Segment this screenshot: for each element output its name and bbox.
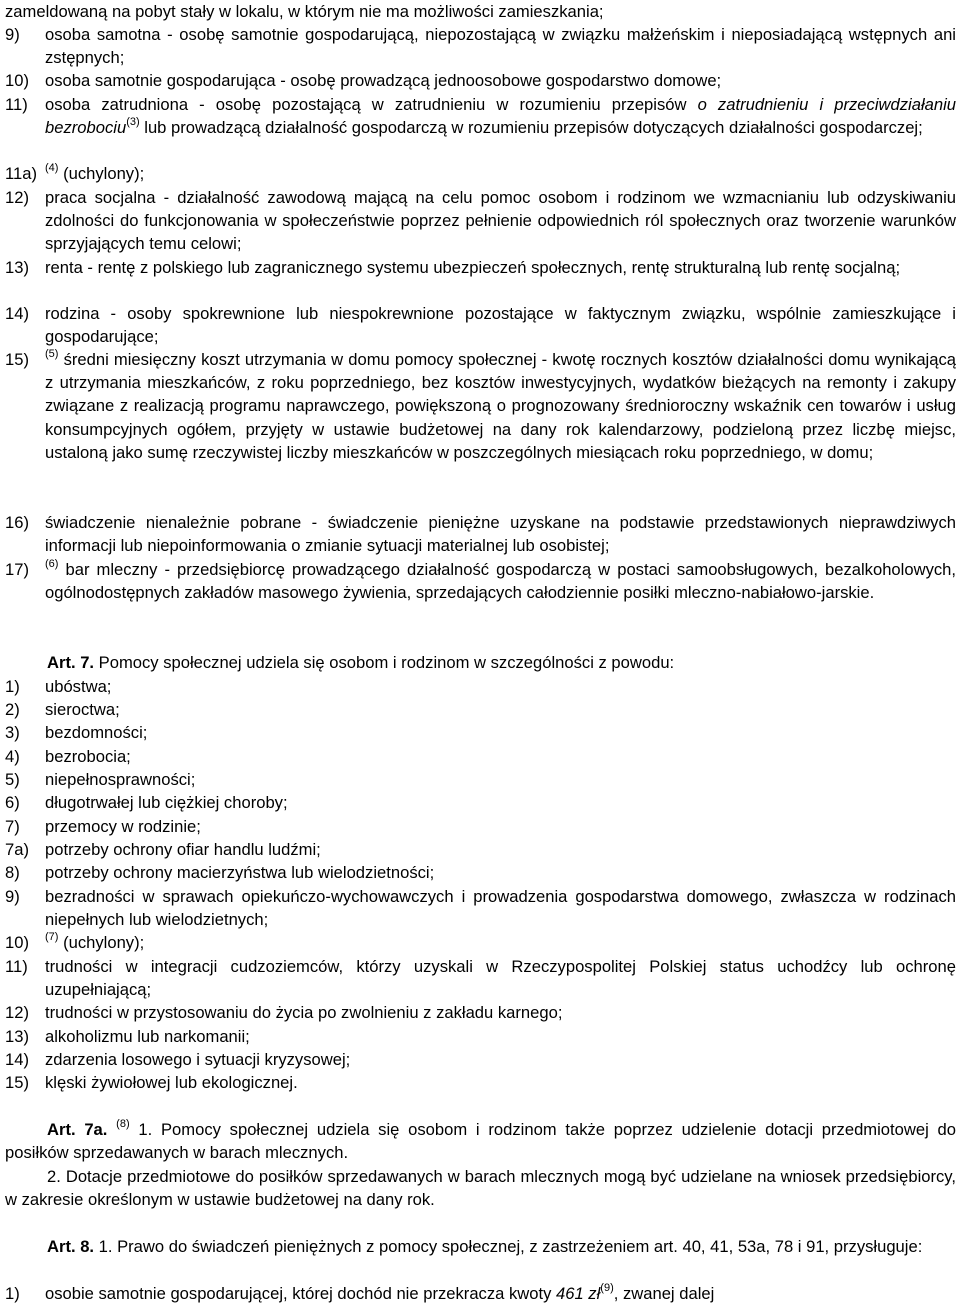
item-number: 1) [5,677,20,696]
item-text [45,93,956,139]
item-text: trudności w integracji cudzoziemców, którzy uzyskali w Rzeczypospolitej Polskiej status uchodźcy lub ochronę uzupełniającą; [45,957,956,1000]
definition-item-16 [5,511,956,557]
item-number: 11) [5,95,28,114]
art7-item-12 [5,1001,956,1024]
item-number: 15) [5,350,29,369]
item-text: niepełnosprawności; [45,770,196,789]
item-number: 13) [5,258,29,277]
item-text: bezdomności; [45,723,148,742]
footnote-ref: (3) [126,116,140,129]
art7-item-2 [5,698,956,721]
item-text: ubóstwa; [45,677,112,696]
footnote-ref: (6) [45,558,59,570]
paragraph-text: 1. Prawo do świadczeń pieniężnych z pomocy społecznej, z zastrzeżeniem art. 40, 41, 53a, 78 i 91, przysługuje: [94,1237,923,1256]
item-text: trudności w przystosowaniu do życia po zwolnieniu z zakładu karnego; [45,1003,563,1022]
item-number: 13) [5,1027,29,1046]
text-part: bar mleczny - przedsiębiorcę prowadzącego działalność gospodarczą w postaci samoobsługowych, bezalkoholowych, ogólnodostępnych zakładów masowego żywienia, sprzedających całodziennie posiłki mleczno-nabiałowo-jarskie. [45,560,956,603]
item-text: sieroctwa; [45,700,120,719]
item-text: zdarzenia losowego i sytuacji kryzysowej; [45,1050,351,1069]
art7-item-6 [5,791,956,814]
item-text: praca socjalna - działalność zawodową mającą na celu pomoc osobom i rodzinom we wzmacnianiu lub odzyskiwaniu zdolności do funkcjonowania w społeczeństwie poprzez pełnienie odpowiednich ról społecznych oraz tworzenie warunków sprzyjających temu celowi; [45,188,956,254]
item-text: rodzina - osoby spokrewnione lub niespokrewnione pozostające w faktycznym związku, wspólnie zamieszkujące i gospodarujące; [45,304,956,347]
text-part: lub prowadzącą działalność gospodarczą w rozumieniu przepisów dotyczących działalności gospodarczej; [139,118,923,138]
definition-item-17 [5,558,956,604]
article-label: Art. 8. [47,1237,95,1256]
item-text: osoba samotnie gospodarująca - osobę prowadzącą jednoosobowe gospodarstwo domowe; [45,71,722,90]
definition-item-12 [5,186,956,256]
art7-item-9 [5,885,956,931]
item-number: 7) [5,817,20,836]
item-text: osoba samotna - osobę samotnie gospodarującą, niepozostającą w związku małżeńskim i nieposiadającą wstępnych ani zstępnych; [45,25,956,68]
art7-item-3 [5,721,956,744]
item-number: 15) [5,1073,29,1092]
italic-act-title: o zatrudnieniu i przeciwdziałaniu bezrobociu [45,95,956,138]
art7-item-10 [5,931,956,954]
item-text [45,348,956,464]
text-part: osoba zatrudniona - osobę pozostającą w zatrudnieniu w rozumieniu przepisów [45,95,698,114]
item-text: bezrobocia; [45,747,131,766]
item-number: 4) [5,747,20,766]
item-text: bezradności w sprawach opiekuńczo-wychowawczych i prowadzenia gospodarstwa domowego, zwłaszcza w rodzinach niepełnych lub wielodzietnych; [45,887,956,930]
definition-item-15 [5,348,956,464]
art7-item-13 [5,1025,956,1048]
item-text: potrzeby ochrony macierzyństwa lub wielodzietności; [45,863,435,882]
item-number: 9) [5,887,20,906]
item-text [45,162,956,185]
art7a-paragraph-2: 2. Dotacje przedmiotowe do posiłków sprzedawanych w barach mlecznych mogą być udzielane na wniosek przedsiębiorcy, w zakresie określonym w ustawie budżetowej na dany rok. [5,1167,956,1210]
art7a-paragraph-1 [5,1118,956,1164]
definition-item-13 [5,256,956,279]
item-text: renta - rentę z polskiego lub zagranicznego systemu ubezpieczeń społecznych, rentę strukturalną lub rentę socjalną; [45,258,901,277]
art7-heading [47,651,956,674]
definition-item-9 [5,23,956,69]
art8-item-1 [5,1282,956,1305]
text-part: (uchylony); [63,164,145,183]
item-text [45,558,956,604]
item-text: potrzeby ochrony ofiar handlu ludźmi; [45,840,321,859]
footnote-ref: (9) [600,1282,614,1294]
intro-line: zameldowaną na pobyt stały w lokalu, w którym nie ma możliwości zamieszkania; [5,2,604,21]
item-text: klęski żywiołowej lub ekologicznej. [45,1073,298,1092]
art7-item-7a [5,838,956,861]
item-number: 10) [5,71,29,90]
art7-item-1 [5,675,956,698]
article-label: Art. 7a. [47,1120,108,1139]
footnote-ref: (4) [45,162,59,174]
text-part: , zwanej dalej [613,1284,715,1303]
art7-item-15 [5,1071,956,1094]
item-text: przemocy w rodzinie; [45,817,201,836]
item-number: 14) [5,304,29,323]
definition-item-14 [5,302,956,348]
text-part: (uchylony); [63,933,145,952]
amount: 461 zł [556,1284,601,1303]
item-number: 12) [5,1003,29,1022]
text-part: osobie samotnie gospodarującej, której dochód nie przekracza kwoty [45,1284,557,1303]
item-number: 5) [5,770,20,789]
footnote-ref: (5) [45,348,59,360]
item-text: alkoholizmu lub narkomanii; [45,1027,250,1046]
item-number: 10) [5,933,29,952]
definition-item-11a [5,162,956,185]
item-number: 1) [5,1284,20,1303]
item-number: 7a) [5,840,29,859]
item-number: 9) [5,25,20,44]
item-number: 12) [5,188,29,207]
definition-item-11 [5,93,956,139]
art7-item-5 [5,768,956,791]
art7-item-8 [5,861,956,884]
paragraph-text: 1. Pomocy społecznej udziela się osobom i rodzinom także poprzez udzielenie dotacji przedmiotowej do posiłków sprzedawanych w barach mlecznych. [5,1120,956,1163]
item-number: 17) [5,560,29,579]
item-text [45,1282,956,1305]
article-intro: Pomocy społecznej udziela się osobom i rodzinom w szczególności z powodu: [94,653,675,672]
art7-item-11 [5,955,956,1001]
item-number: 11) [5,957,28,976]
article-label: Art. 7. [47,653,95,672]
definition-item-10 [5,69,956,92]
art7-item-7 [5,815,956,838]
item-text: świadczenie nienależnie pobrane - świadczenie pieniężne uzyskane na podstawie przedstawionych nieprawdziwych informacji lub niepoinformowania o zmianie sytuacji materialnej lub osobistej; [45,513,956,556]
item-number: 14) [5,1050,29,1069]
item-number: 16) [5,513,29,532]
item-number: 2) [5,700,20,719]
item-number: 11a) [5,164,37,183]
item-number: 8) [5,863,20,882]
footnote-ref: (8) [116,1118,130,1130]
footnote-ref: (7) [45,931,59,943]
art7-item-4 [5,745,956,768]
item-number: 3) [5,723,20,742]
item-number: 6) [5,793,20,812]
text-part: średni miesięczny koszt utrzymania w domu pomocy społecznej - kwotę rocznych kosztów działalności domu wynikającą z utrzymania mieszkańców, z roku poprzedniego, bez kosztów inwestycyjnych, wydatków bieżących na remonty i zakupy związane z realizacją programu naprawczego, powiększoną o prognozowany średnioroczny wskaźnik cen towarów i usług konsumpcyjnych ogółem, przyjęty w ustawie budżetowej na dany rok kalendarzowy, podzieloną przez liczbę miejsc, ustaloną jako sumę rzeczywistej liczby mieszkańców w poszczególnych miesiącach roku poprzedniego, w domu; [45,350,956,462]
item-text [45,931,956,954]
item-text: długotrwałej lub ciężkiej choroby; [45,793,288,812]
art8-paragraph-1 [5,1235,956,1258]
art7-item-14 [5,1048,956,1071]
